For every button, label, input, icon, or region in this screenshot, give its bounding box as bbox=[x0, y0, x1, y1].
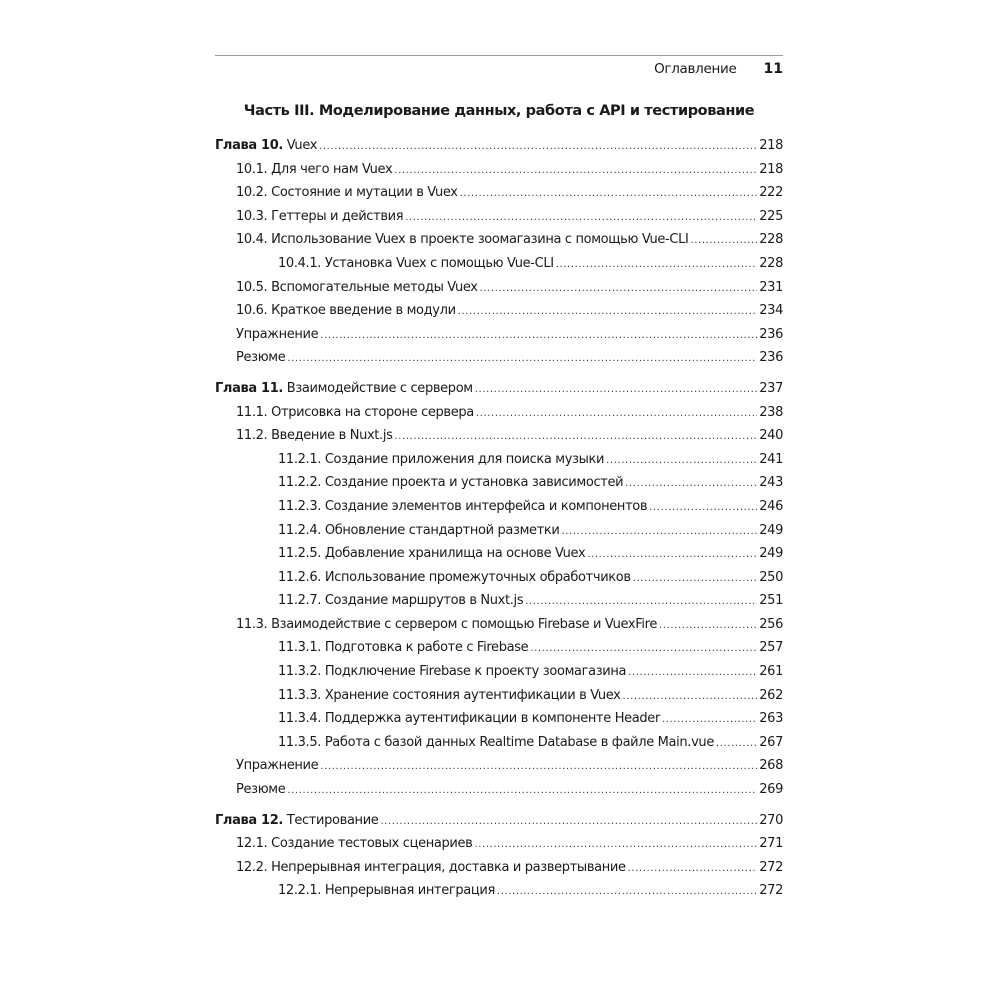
toc-page-number: 257 bbox=[759, 640, 783, 656]
dot-leader bbox=[623, 691, 758, 702]
toc-entry[interactable] bbox=[215, 782, 783, 806]
toc-page-number: 249 bbox=[759, 522, 783, 538]
toc-entry-title bbox=[236, 428, 393, 443]
header-rule bbox=[215, 55, 783, 56]
toc-entry[interactable] bbox=[215, 350, 783, 374]
toc-entry[interactable] bbox=[215, 232, 783, 256]
toc-page-number: 263 bbox=[759, 711, 783, 727]
dot-leader bbox=[691, 235, 758, 246]
entry-text: Тестирование bbox=[282, 812, 379, 828]
toc-entry[interactable] bbox=[215, 735, 783, 759]
toc-page-number: 246 bbox=[759, 498, 783, 514]
toc-entry-title bbox=[278, 711, 660, 726]
entry-text: 11.2.7. Создание маршрутов в Nuxt.js bbox=[278, 593, 524, 609]
toc-page-number: 262 bbox=[759, 687, 783, 703]
toc-chapter-entry[interactable] bbox=[215, 381, 783, 405]
toc-entry-title bbox=[236, 162, 392, 177]
table-of-contents bbox=[215, 138, 783, 907]
entry-text: 11.2.3. Создание элементов интерфейса и компонентов bbox=[278, 498, 648, 514]
dot-leader bbox=[394, 165, 757, 176]
entry-text: Vuex bbox=[282, 138, 318, 153]
toc-entry[interactable] bbox=[215, 405, 783, 429]
entry-text: 11.1. Отрисовка на стороне сервера bbox=[236, 404, 474, 420]
dot-leader bbox=[287, 353, 757, 364]
entry-text: 11.3.1. Подготовка к работе с Firebase bbox=[278, 640, 529, 656]
entry-text: 11.2.6. Использование промежуточных обработчиков bbox=[278, 569, 631, 585]
toc-entry-title bbox=[236, 209, 403, 224]
toc-page-number: 267 bbox=[759, 734, 783, 750]
entry-text: Резюме bbox=[236, 350, 286, 366]
running-header bbox=[654, 61, 783, 77]
toc-page-number: 218 bbox=[759, 161, 783, 177]
chapter-prefix: Глава 10. bbox=[215, 138, 283, 153]
toc-entry-title bbox=[278, 640, 528, 655]
toc-entry-title bbox=[278, 664, 626, 679]
toc-page-number: 222 bbox=[759, 185, 783, 201]
toc-page-number: 249 bbox=[759, 546, 783, 562]
toc-chapter-entry[interactable] bbox=[215, 813, 783, 837]
toc-entry-title bbox=[236, 405, 474, 420]
toc-page-number: 234 bbox=[759, 303, 783, 319]
toc-entry-title bbox=[278, 593, 523, 608]
toc-entry-title bbox=[236, 232, 689, 247]
toc-entry-title bbox=[236, 836, 472, 851]
dot-leader bbox=[530, 643, 757, 654]
toc-entry[interactable] bbox=[215, 617, 783, 641]
toc-page-number: 243 bbox=[759, 475, 783, 491]
toc-entry-title bbox=[278, 688, 621, 703]
entry-text: Резюме bbox=[236, 782, 286, 798]
entry-text: 10.4. Использование Vuex в проекте зоомагазина с помощью Vue-CLI bbox=[236, 232, 689, 248]
chapter-prefix: Глава 11. bbox=[215, 380, 283, 396]
toc-page-number: 251 bbox=[759, 593, 783, 609]
toc-page-number: 236 bbox=[759, 350, 783, 366]
dot-leader bbox=[320, 330, 757, 341]
dot-leader bbox=[628, 863, 758, 874]
dot-leader bbox=[606, 455, 757, 466]
dot-leader bbox=[659, 620, 757, 631]
toc-page-number: 240 bbox=[759, 428, 783, 444]
toc-page-number: 271 bbox=[759, 836, 783, 852]
toc-page-number: 272 bbox=[759, 883, 783, 899]
toc-entry-title bbox=[236, 860, 626, 875]
dot-leader bbox=[625, 478, 757, 489]
entry-text: 10.5. Вспомогательные методы Vuex bbox=[236, 279, 478, 295]
entry-text: 10.4.1. Установка Vuex с помощью Vue-CLI bbox=[278, 255, 554, 271]
toc-page-number: 237 bbox=[759, 380, 783, 396]
toc-entry[interactable] bbox=[215, 256, 783, 280]
toc-entry[interactable] bbox=[215, 688, 783, 712]
entry-text: 10.2. Состояние и мутации в Vuex bbox=[236, 185, 458, 201]
toc-entry[interactable] bbox=[215, 593, 783, 617]
chapter-prefix: Глава 12. bbox=[215, 812, 283, 828]
toc-entry-title bbox=[278, 475, 623, 490]
toc-entry-title bbox=[215, 381, 473, 396]
entry-text: 11.3. Взаимодействие с сервером с помощью Firebase и VuexFire bbox=[236, 616, 658, 632]
toc-entry-title bbox=[278, 546, 585, 561]
dot-leader bbox=[475, 384, 757, 395]
toc-entry[interactable] bbox=[215, 499, 783, 523]
dot-leader bbox=[587, 549, 757, 560]
toc-entry[interactable] bbox=[215, 162, 783, 186]
toc-entry-title bbox=[236, 185, 458, 200]
toc-entry-title bbox=[236, 350, 285, 365]
entry-text: 11.3.3. Хранение состояния аутентификации в Vuex bbox=[278, 687, 621, 703]
toc-entry-title bbox=[236, 280, 478, 295]
toc-entry-title bbox=[215, 813, 378, 828]
toc-page-number: 231 bbox=[759, 279, 783, 295]
toc-entry-title bbox=[236, 758, 318, 773]
dot-leader bbox=[662, 714, 757, 725]
toc-page-number: 228 bbox=[759, 255, 783, 271]
toc-entry-title bbox=[278, 452, 604, 467]
dot-leader bbox=[556, 259, 758, 270]
toc-page-number: 241 bbox=[759, 451, 783, 467]
toc-entry[interactable] bbox=[215, 860, 783, 884]
dot-leader bbox=[716, 738, 757, 749]
toc-entry-title bbox=[278, 883, 495, 898]
entry-text: 11.2.5. Добавление хранилища на основе Vuex bbox=[278, 546, 586, 562]
dot-leader bbox=[380, 816, 757, 827]
entry-text: 11.3.2. Подключение Firebase к проекту зоомагазина bbox=[278, 664, 627, 680]
toc-page-number: 250 bbox=[759, 569, 783, 585]
toc-page-number: 236 bbox=[759, 326, 783, 342]
dot-leader bbox=[460, 188, 758, 199]
toc-entry[interactable] bbox=[215, 303, 783, 327]
toc-entry-title bbox=[278, 570, 631, 585]
entry-text: 11.3.5. Работа с базой данных Realtime Database в файле Main.vue bbox=[278, 734, 714, 750]
entry-text: 11.2. Введение в Nuxt.js bbox=[236, 428, 393, 444]
entry-text: 11.2.2. Создание проекта и установка зависимостей bbox=[278, 475, 624, 491]
toc-entry[interactable] bbox=[215, 209, 783, 233]
dot-leader bbox=[628, 667, 757, 678]
toc-entry[interactable] bbox=[215, 758, 783, 782]
dot-leader bbox=[474, 839, 757, 850]
dot-leader bbox=[562, 526, 758, 537]
toc-entry[interactable] bbox=[215, 664, 783, 688]
entry-text: Упражнение bbox=[236, 758, 319, 774]
toc-entry[interactable] bbox=[215, 452, 783, 476]
entry-text: 11.2.1. Создание приложения для поиска музыки bbox=[278, 451, 605, 467]
dot-leader bbox=[633, 573, 758, 584]
toc-entry-title bbox=[236, 782, 285, 797]
entry-text: 12.1. Создание тестовых сценариев bbox=[236, 836, 473, 852]
toc-entry[interactable] bbox=[215, 883, 783, 907]
entry-text: 10.3. Геттеры и действия bbox=[236, 208, 404, 224]
dot-leader bbox=[497, 886, 757, 897]
dot-leader bbox=[319, 141, 757, 152]
toc-entry-title bbox=[278, 256, 554, 271]
dot-leader bbox=[395, 431, 758, 442]
toc-entry-title bbox=[236, 303, 456, 318]
toc-page-number: 268 bbox=[759, 758, 783, 774]
toc-entry[interactable] bbox=[215, 570, 783, 594]
entry-text: 12.2.1. Непрерывная интеграция bbox=[278, 883, 495, 899]
entry-text: Взаимодействие с сервером bbox=[282, 380, 473, 396]
toc-page-number: 238 bbox=[759, 404, 783, 420]
toc-chapter-entry[interactable] bbox=[215, 138, 783, 162]
dot-leader bbox=[525, 596, 757, 607]
part-title: Часть III. Моделирование данных, работа с API и тестирование bbox=[243, 103, 755, 119]
toc-page-number: 272 bbox=[759, 859, 783, 875]
toc-page-number: 270 bbox=[759, 812, 783, 828]
dot-leader bbox=[320, 761, 757, 772]
toc-page-number: 228 bbox=[759, 232, 783, 248]
toc-entry[interactable] bbox=[215, 640, 783, 664]
dot-leader bbox=[480, 283, 758, 294]
toc-entry-title bbox=[278, 735, 714, 750]
dot-leader bbox=[649, 502, 757, 513]
toc-entry[interactable] bbox=[215, 836, 783, 860]
entry-text: 10.1. Для чего нам Vuex bbox=[236, 161, 393, 177]
toc-page-number: 218 bbox=[759, 138, 783, 153]
dot-leader bbox=[405, 212, 757, 223]
toc-entry[interactable] bbox=[215, 185, 783, 209]
toc-entry[interactable] bbox=[215, 428, 783, 452]
toc-entry-title bbox=[236, 617, 657, 632]
toc-page-number: 225 bbox=[759, 208, 783, 224]
toc-entry-title bbox=[278, 499, 647, 514]
toc-entry[interactable] bbox=[215, 327, 783, 351]
entry-text: 12.2. Непрерывная интеграция, доставка и развертывание bbox=[236, 859, 626, 875]
toc-page-number: 269 bbox=[759, 782, 783, 798]
entry-text: Упражнение bbox=[236, 326, 319, 342]
toc-entry[interactable] bbox=[215, 523, 783, 547]
entry-text: 10.6. Краткое введение в модули bbox=[236, 303, 456, 319]
toc-entry-title bbox=[215, 138, 317, 153]
running-header-title: Оглавление bbox=[654, 61, 737, 77]
toc-entry-title bbox=[236, 327, 318, 342]
dot-leader bbox=[458, 306, 758, 317]
toc-page-number: 261 bbox=[759, 664, 783, 680]
toc-entry-title bbox=[278, 523, 560, 538]
toc-page-number: 256 bbox=[759, 616, 783, 632]
page-number: 11 bbox=[763, 61, 783, 77]
toc-entry[interactable] bbox=[215, 475, 783, 499]
entry-text: 11.3.4. Поддержка аутентификации в компоненте Header bbox=[278, 711, 660, 727]
dot-leader bbox=[287, 785, 757, 796]
toc-entry[interactable] bbox=[215, 280, 783, 304]
entry-text: 11.2.4. Обновление стандартной разметки bbox=[278, 522, 560, 538]
toc-entry[interactable] bbox=[215, 711, 783, 735]
toc-entry[interactable] bbox=[215, 546, 783, 570]
dot-leader bbox=[476, 408, 757, 419]
